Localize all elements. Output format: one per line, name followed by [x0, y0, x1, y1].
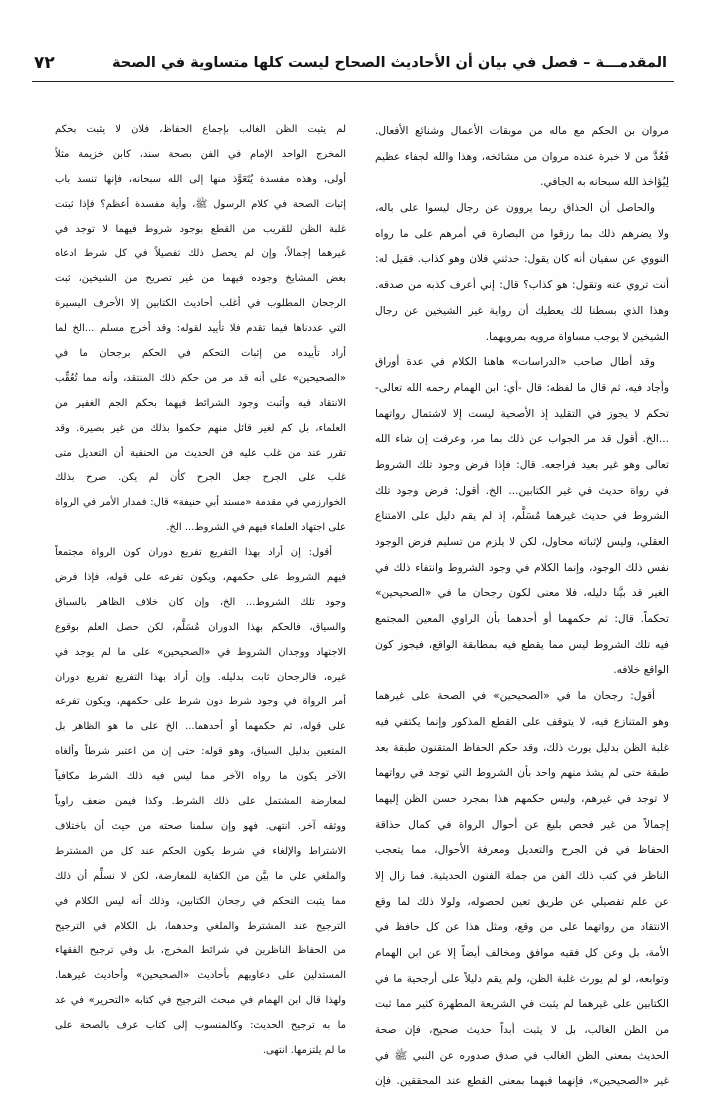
text-line: لا توجد في غيرهم، وليس حكمهم هذا بمجرد حسن الظن إليهما [375, 791, 669, 805]
text-line: التي عددناها فيما تقدم فلا تأييد لقوله: وقد أخرج مسلم ...الخ لما [55, 323, 346, 335]
text-line: من الظن الغالب، بل لا يثبت أبداً حديث صحيح، فإن صحة [375, 1023, 669, 1037]
text-line: مروان بن الحكم مع ماله من موبقات الأعمال وشنائع الأفعال. [375, 124, 669, 137]
text-line: المستدلين على دعاويهم بأحاديث «الصحيحين» وأحاديث غيرهما. [55, 970, 346, 982]
text-line: تقرر عند من غلب عليه فن الحديث من الحنفية أن التعديل متى [55, 447, 346, 459]
left-column [55, 118, 346, 1064]
text-line: على قوله، ثم حكمهما أو أحدهما... الخ على ما هو الظاهر بل [55, 721, 346, 733]
text-line: أقول: رجحان ما في «الصحيحين» في الصحة على غيرهما [375, 689, 655, 703]
text-line: إجمالاً من غير فحص بليغ عن أحوال الرواة في كمال حذاقة [375, 817, 669, 831]
text-line: الانتقاد من رواتهما على من وقع، ومثل هذا عن كل حافظ في [375, 920, 669, 934]
text-line: الحديث بمعنى الظن الغالب في صدق صدوره عن النبي ﷺ في [375, 1048, 669, 1062]
text-line: الاشتراط والإلغاء في شرط يكون الحكم عند كل من المشترط [55, 845, 346, 857]
text-line: من الحفاظ الناظرين في شرائط المخرج، بل وفي ترجيح الفقهاء [55, 945, 346, 957]
text-line: ...الخ. أقول قد مر الجواب عن ذلك بما مر، وعرفت إن شاء الله [375, 432, 669, 446]
text-line: ما به ترجيح الحديث: وكالمنسوب إلى كتاب عرف بالصحة على [55, 1020, 346, 1032]
text-line: في رواة حديث في غير الكتابين... الخ. أقول: فرض وجود تلك [375, 483, 669, 497]
text-line: الشروط في حديث غيرهما مُسَلَّم، إذ لم يقم دليل على الامتناع [375, 509, 669, 523]
text-line: الانتقاد فيه وأثبت وجود الشرائط فيهما بحكم الجم الغفير من [55, 397, 346, 409]
text-line: ولهذا قال ابن الهمام في مبحث الترجيح في كتابه «التحرير» في عد [55, 995, 346, 1007]
text-line: والملغي على ما بيَّن من الكفاية للمعارضة، لكن لا نسلِّم أن ذلك [55, 870, 346, 882]
text-line: غلب على الجرح جعل الجرح كأن لم يكن. صرح بذلك [55, 472, 346, 484]
text-line: فيهم الشروط على حكمهم، ويكون تفرعه على قوله، فإذا فرض [55, 572, 346, 584]
text-line: غلبة الظن بدليل يورث ذلك، وقد حكم الحفاظ المتقنون طبقة بعد [375, 740, 669, 754]
text-line: النووي عن سفيان أنه كان يقول: حدثني فلان وهو كذاب. فقيل له: [375, 252, 669, 266]
text-line: غير «الصحيحين»، فإنهما فيهما بمعنى القطع عند المحققين. فإن [375, 1074, 669, 1088]
text-line: الكتابين على غيرهما لم يثبت في الشريعة المطهرة كثير مما ثبت [375, 997, 669, 1011]
text-line: طبقة حتى لم يشذ منهم واحد بأن الشروط التي توجد في رواتهما [375, 766, 669, 780]
text-line: وتوابعه، لو لم يورث غلبة الظن، ولم يقم دليلاً على أرجحية ما في [375, 971, 669, 985]
text-line: الناظر في كتب ذلك الفن من جملة الفنون الحديثية. فما زال إلا [375, 868, 669, 882]
text-line: الآخر يكون ما رواه الآخر مما ليس فيه ذلك الشرط مكافياً [55, 771, 346, 783]
text-line: وأجاد فيه، ثم قال ما لفظه: قال -أي: ابن الهمام رحمه الله تعالى- [375, 380, 669, 394]
text-line: إثبات الصحة في كلام الرسول ﷺ، وأية مفسدة أعظم؟ فإذا ثبتت [55, 198, 346, 210]
text-line: ووثقه آخر. انتهى. فهو وإن سلمنا صحته من حيث أن باختلاف [55, 820, 346, 832]
text-line: ما لم يلتزمها. انتهى. [262, 1044, 346, 1056]
text-line: الترجيح عند المشترط والملغي وحدهما، بل الكلام في الترجيح [55, 920, 346, 932]
text-line: أولى، وهذه مفسدة يُتَعَوَّذ منها إلى الله سبحانه، فإنها تنسد باب [55, 173, 346, 185]
text-line: الغير قد بيَّنا دليله، فلا معنى لكون رجحان ما في «الصحيحين» [375, 586, 669, 600]
text-line: على اجتهاد العلماء فيهم في الشروط... الخ. [166, 522, 346, 534]
text-line: المتعين بدليل السياق، وهو قوله: حتى إن من اعتبر شرطاً وألغاه [55, 746, 346, 758]
text-line: تحكماً. قال: ثم حكمهما أو أحدهما بأن الراوي المعين المجتمع [375, 612, 669, 626]
right-column [375, 118, 669, 1094]
text-line: تحكم لا يجوز في التقليد إذ الأصحية ليست إلا لاشتمال رواتهما [375, 406, 669, 420]
text-line: فيه تلك الشروط ليس مما يقطع فيه بمطابقة الواقع، فيجوز كون [375, 637, 669, 651]
text-line: الخوارزمي في مقدمة «مسند أبي حنيفة» قال: فمدار الأمر في الرواة [55, 497, 346, 509]
text-line: الأمة، بل وعن كل فقيه موافق ومخالف أيضاً إلا عن ابن الهمام [375, 946, 669, 959]
text-line: وهو المتنازع فيه، لا يتوقف على القطع المذكور وإنما يكتفي فيه [375, 714, 669, 728]
text-line: المخرج الواحد الإمام في الفن بصحة سند، كابن خزيمة مثلاً [55, 148, 346, 160]
page-number: ٧٢ [34, 53, 55, 73]
text-line: وقد أطال صاحب «الدراسات» هاهنا الكلام في عدة أوراق [375, 355, 655, 369]
text-line: عن علم تفصيلي عن طريق تعين لحصوله، ولولا ذلك لما وقع [375, 894, 669, 908]
text-line: والسياق، فالحكم بهذا الدوران مُسَلَّم، لكن حصل العلم بوقوع [55, 621, 346, 633]
text-line: الحفاظ في فن الجرح والتعديل ومعرفة الأحوال، مما يتعجب [375, 843, 669, 857]
text-line: وجود تلك الشروط... الخ، وإن كان خلاف الظاهر بالسباق [55, 596, 346, 608]
header-rule [32, 81, 674, 82]
text-line: لم يثبت الظن الغالب بإجماع الحفاظ، فلان لا يثبت بحكم [55, 124, 346, 135]
text-line: أراد تأييده من إثبات التحكم في الحكم برجحان ما في [55, 348, 346, 360]
chapter-title: المقدمـــة – فصل في بيان أن الأحاديث الصحاح ليست كلها متساوية في الصحة [111, 55, 668, 71]
text-line: مما يثبت التحكم في رجحان الكتابين، وذلك أنه ليس الكلام في [55, 895, 346, 907]
text-line: أنت تروي عنه وتقول: هو كذاب؟ قال: إني أعرف كذبه من صدقه. [375, 278, 669, 292]
text-line: غيرهما إجمالاً، وإن لم يحصل ذلك تفصيلاً في كل شرط ادعاه [55, 248, 346, 260]
text-line: غيره، فالرجحان ثابت بدليله. وإن أراد بهذا التفريع تفريع دوران [55, 671, 346, 683]
text-line: الرجحان المطلوب في أغلب أحاديث الكتابين إلا الأحرف اليسيرة [55, 298, 346, 310]
text-line: العقلي، وليس لإثباته محاول، لكن لا يلزم من تسليم فرض الوجود [375, 535, 669, 548]
text-line: تعالى وهو غير بعيد فراجعه. قال: فإذا فرض وجود تلك الشروط [375, 457, 669, 471]
text-line: غلبة الظن للقريب من القطع بوجود شروط فيهما لا توجد في [55, 223, 346, 235]
text-line: وهذا الذي بسطنا لك يعطيك أن رواية غير الشيخين عن رجال [375, 303, 669, 317]
text-line: لمعارضة المشتمل على ذلك الشرط. وكذا فيمن ضعف راوياً [55, 796, 346, 808]
text-line: «الصحيحين» على أنه قد مر من حكم ذلك المنتقد، وأنه مما تُعُقِّب [55, 372, 346, 384]
text-line: بعض المشايخ وجوده فيهما من غير تصريح من الشيخين، ثبت [55, 273, 346, 285]
text-line: الاجتهاد ووجدان الشروط في «الصحيحين» على ما لم يوجد في [55, 646, 346, 658]
text-line: أمر الرواة في وجود شرط دون شرط على حكمهم، ويكون تفرعه [55, 696, 346, 708]
text-line: فَعُدَّ من لا خبرة عنده مروان من مشائخه، وهذا والله لجفاء عظيم [375, 149, 669, 163]
text-line: نفس ذلك الوجود، وإنما الكلام في وجود الشروط وانتفاء ذلك في [375, 560, 669, 574]
text-line: العلماء، بل كم لغير قائل منهم حكموا بذلك من غير بصيرة. وقد [55, 422, 346, 434]
text-line: والحاصل أن الحذاق ربما يروون عن رجال ليسوا على باله، [375, 201, 655, 215]
text-line: الواقع خلافه. [613, 663, 669, 677]
text-line: أقول: إن أراد بهذا التفريع تفريع دوران كون الرواة مجتمعاً [55, 547, 332, 559]
text-line: ولا يضرهم ذلك بما رزقوا من البصارة في أمرهم على ما رواه [375, 226, 669, 240]
text-line: الشيخين لا يوجب مساواة مرويه بمرويهما. [485, 329, 669, 343]
text-line: لِيُؤاخذ الله سبحانه به الجافي. [540, 175, 669, 189]
